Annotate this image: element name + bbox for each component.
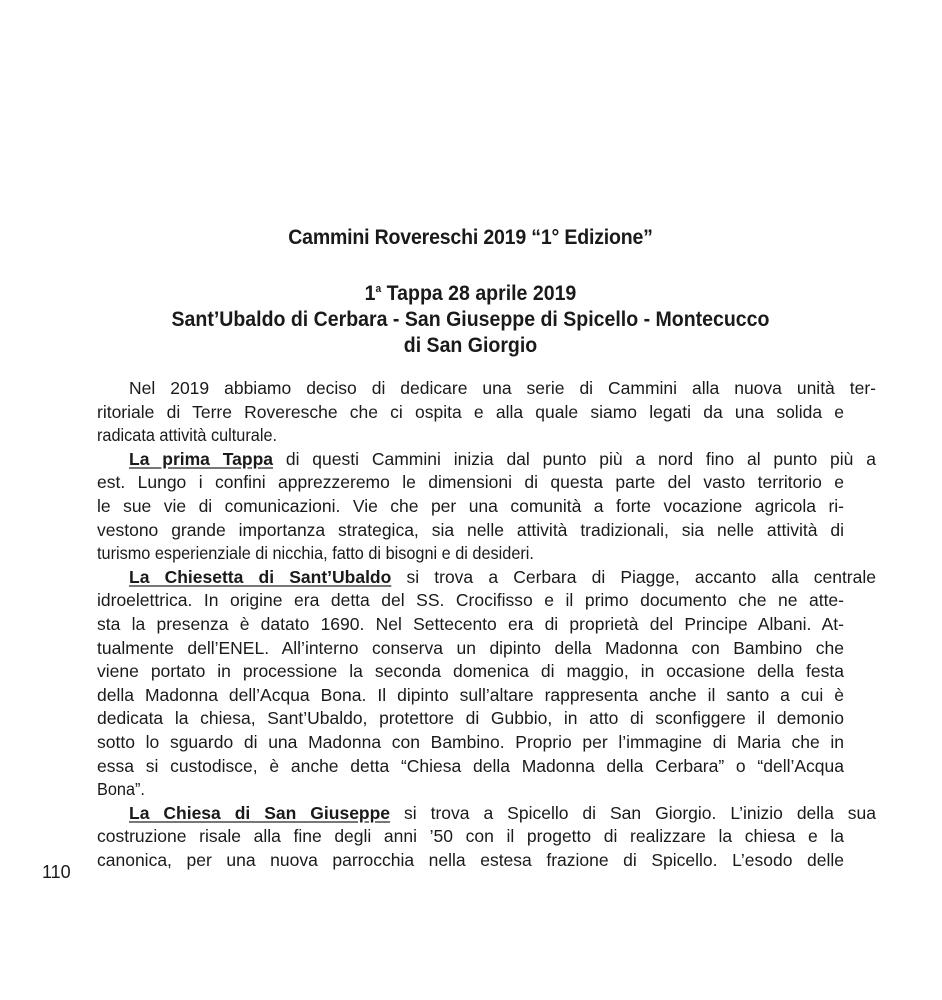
text-line bbox=[97, 566, 876, 590]
text-fragment: si trova a Cerbara di Piagge, accanto alla centrale bbox=[391, 566, 876, 587]
stage-route-line-2: di San Giorgio bbox=[403, 334, 538, 357]
text-line: vestono grande importanza strategica, sia nelle attività tradizionali, sia nelle attività di bbox=[97, 519, 844, 540]
text-line: della Madonna dell’Acqua Bona. Il dipinto sull’altare rappresenta anche il santo a cui è bbox=[97, 684, 844, 705]
body-text bbox=[97, 377, 876, 872]
text-line bbox=[97, 448, 876, 472]
stage-heading bbox=[97, 276, 844, 359]
text-line: Nel 2019 abbiamo deciso di dedicare una serie di Cammini alla nuova unità ter- bbox=[129, 378, 876, 398]
page-number: 110 bbox=[42, 862, 71, 882]
text-line: canonica, per una nuova parrocchia nella estesa frazione di Spicello. L’esodo delle bbox=[97, 849, 844, 870]
text-line: dedicata la chiesa, Sant’Ubaldo, protettore di Gubbio, in atto di sconfiggere il demonio bbox=[97, 708, 844, 729]
text-line: est. Lungo i confini apprezzeremo le dimensioni di questa parte del vasto territorio e bbox=[97, 472, 844, 493]
stage-ordinal-superscript: a bbox=[375, 283, 382, 295]
text-line: turismo esperienziale di nicchia, fatto di bisogni e di desideri. bbox=[97, 543, 534, 564]
text-line: essa si custodisce, è anche detta “Chiesa della Madonna della Cerbara” o “dell’Acqua bbox=[97, 755, 844, 776]
text-line: tualmente dell’ENEL. All’interno conserva un dipinto della Madonna con Bambino che bbox=[97, 637, 844, 658]
paragraph-chiesetta-sant-ubaldo bbox=[97, 566, 876, 802]
paragraph-intro bbox=[97, 377, 876, 448]
text-fragment: si trova a Spicello di San Giorgio. L’inizio della sua bbox=[390, 802, 876, 823]
text-line: viene portato in processione la seconda domenica di maggio, in occasione della festa bbox=[97, 661, 844, 682]
text-line: sotto lo sguardo di una Madonna con Bambino. Proprio per l’immagine di Maria che in bbox=[97, 731, 844, 752]
document-title: Cammini Rovereschi 2019 “1° Edizione” bbox=[288, 226, 653, 249]
stage-number: 1 bbox=[364, 282, 376, 305]
paragraph-lead-chiesetta: La Chiesetta di Sant’Ubaldo bbox=[129, 566, 392, 587]
text-line: le sue vie di comunicazioni. Vie che per una comunità a forte vocazione agricola ri- bbox=[97, 495, 844, 516]
stage-date-line bbox=[123, 276, 818, 307]
text-fragment: di questi Cammini inizia dal punto più a nord fino al punto più a bbox=[273, 448, 876, 469]
text-line: radicata attività culturale. bbox=[97, 425, 278, 446]
paragraph-lead-san-giuseppe: La Chiesa di San Giuseppe bbox=[129, 802, 391, 823]
stage-route-line-1: Sant’Ubaldo di Cerbara - San Giuseppe di Spicello - Montecucco bbox=[171, 308, 770, 331]
text-line: ritoriale di Terre Roveresche che ci ospita e alla quale siamo legati da una solida e bbox=[97, 401, 844, 422]
text-line bbox=[97, 802, 876, 826]
paragraph-prima-tappa bbox=[97, 448, 876, 566]
paragraph-lead-prima-tappa: La prima Tappa bbox=[129, 448, 273, 469]
stage-date: Tappa 28 aprile 2019 bbox=[381, 282, 577, 305]
text-line: idroelettrica. In origine era detta del SS. Crocifisso e il primo documento che ne atte- bbox=[97, 590, 844, 611]
text-line: sta la presenza è datato 1690. Nel Settecento era di proprietà del Principe Albani. At- bbox=[97, 613, 844, 634]
text-line: costruzione risale alla fine degli anni ’50 con il progetto di realizzare la chiesa e la bbox=[97, 826, 844, 847]
text-line: Bona”. bbox=[97, 779, 145, 800]
paragraph-chiesa-san-giuseppe bbox=[97, 802, 876, 873]
